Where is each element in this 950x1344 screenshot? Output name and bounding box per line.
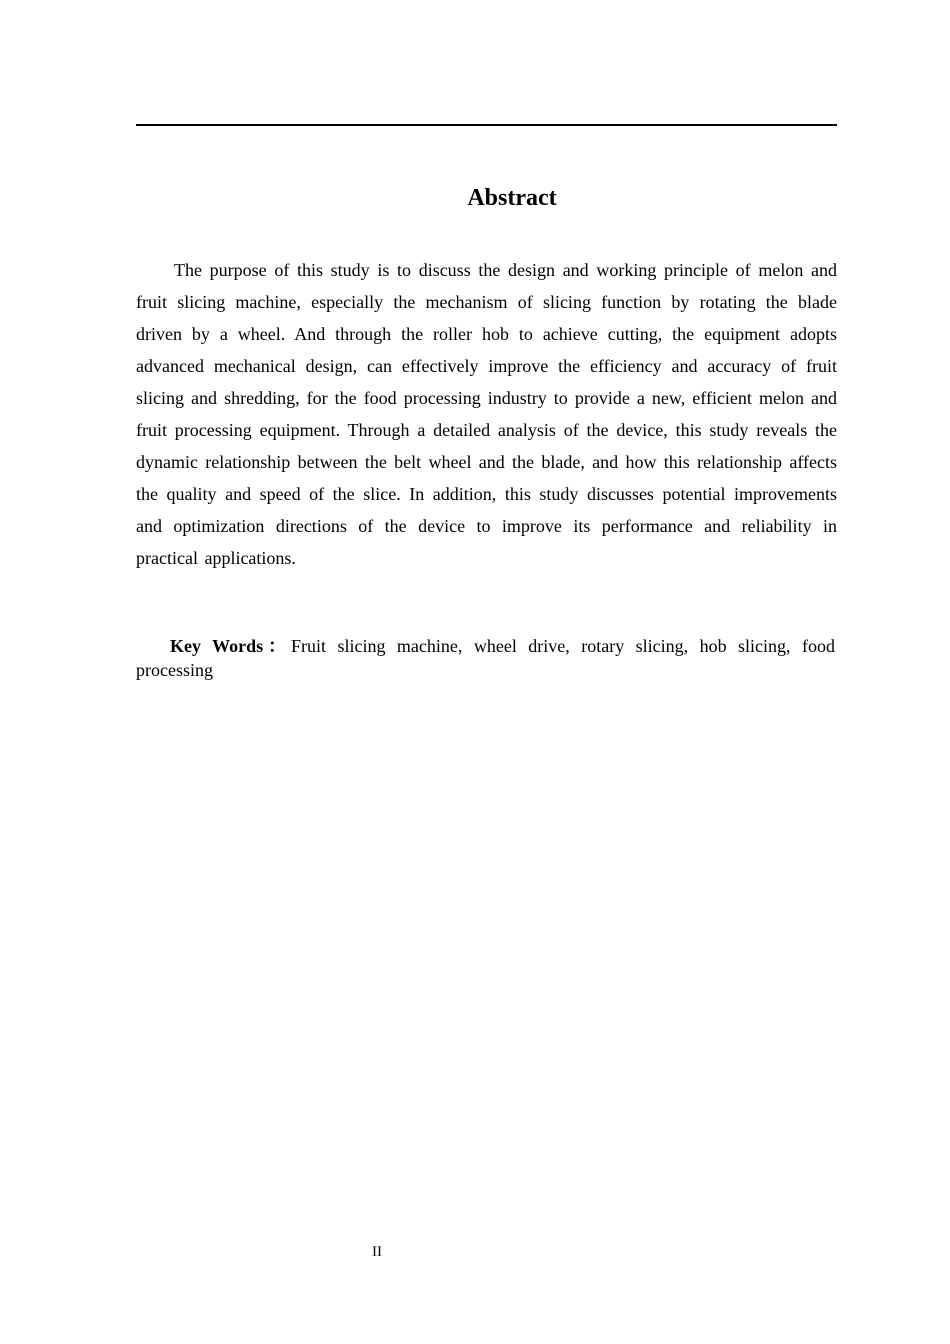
page-number: II	[372, 1244, 382, 1260]
abstract-body: The purpose of this study is to discuss the design and working principle of melon and fruit slicing machine, especially the mechanism of slicing function by rotating the blade driven by a wheel. And through the roller hob to achieve cutting, the equipment adopts advanced mechanical design, can effectively improve the efficiency and accuracy of fruit slicing and shredding, for the food processing industry to provide a new, efficient melon and fruit processing equipment. Through a detailed analysis of the device, this study reveals the dynamic relationship between the belt wheel and the blade, and how this relationship affects the quality and speed of the slice. In addition, this study discusses potential improvements and optimization directions of the device to improve its performance and reliability in practical applications.	[136, 260, 837, 568]
abstract-title: Abstract	[467, 185, 557, 211]
keywords-list: Fruit slicing machine, wheel drive, rotary slicing, hob slicing, food processing	[136, 636, 835, 680]
keywords-label: Key Words：	[170, 636, 292, 656]
header-rule	[136, 124, 837, 126]
keywords-paragraph	[136, 634, 835, 682]
